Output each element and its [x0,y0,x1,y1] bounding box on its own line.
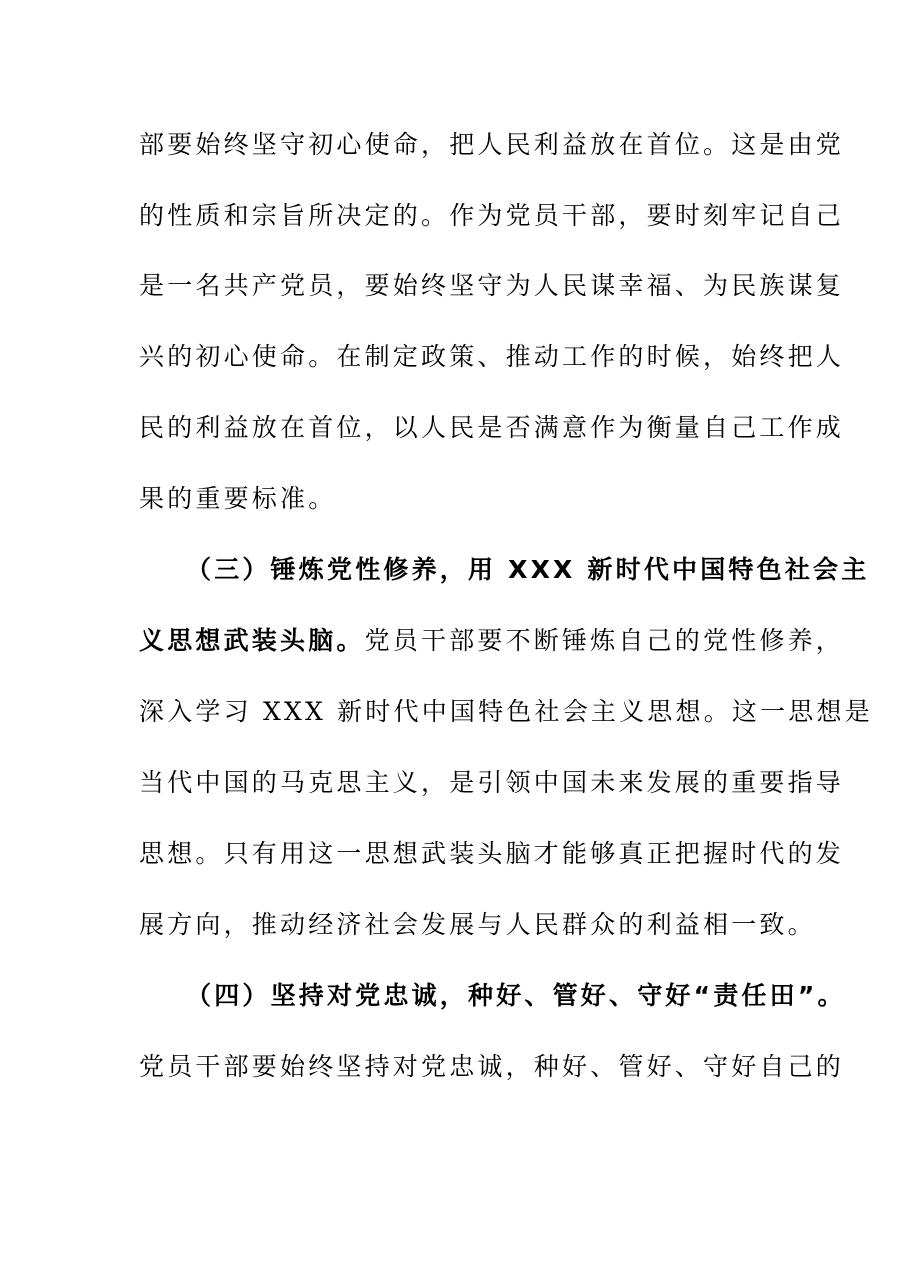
body-line [139,692,873,732]
section-heading-line [186,976,846,1016]
body-text: 是一名共产党员，要始终坚守为人民谋幸福、为民族谋复 [139,271,845,300]
body-text: 思想。只有用这一思想武装头脑才能够真正把握时代的发 [139,839,845,868]
body-text: 部要始终坚守初心使命，把人民利益放在首位。这是由党 [139,130,845,159]
body-line [139,408,845,448]
body-line [139,905,816,945]
body-text: 兴的初心使命。在制定政策、推动工作的时候，始终把人 [139,342,845,371]
section-heading-line [186,550,870,590]
section-heading-3-cont: 义思想武装头脑。 [139,626,365,655]
body-text: 深入学习 XXX 新时代中国特色社会主义思想。这一思想是 [139,697,873,726]
body-text: 的性质和宗旨所决定的。作为党员干部，要时刻牢记自己 [139,201,845,230]
body-text: 民的利益放在首位，以人民是否满意作为衡量自己工作成 [139,413,845,442]
body-line [139,125,845,165]
body-text: 党员干部要始终坚持对党忠诚，种好、管好、守好自己的 [139,1052,845,1081]
body-line [139,266,845,306]
body-text: 果的重要标准。 [139,484,337,513]
body-text: 党员干部要不断锤炼自己的党性修养， [364,626,845,655]
section-heading-4: （四）坚持对党忠诚，种好、管好、守好“责任田”。 [186,981,846,1010]
body-line [139,196,845,236]
body-line [139,337,845,377]
body-text: 展方向，推动经济社会发展与人民群众的利益相一致。 [139,910,816,939]
body-line [139,479,799,519]
body-line [139,834,845,874]
body-text: 当代中国的马克思主义，是引领中国未来发展的重要指导 [139,768,845,797]
body-line [139,621,845,661]
body-line [139,1047,845,1087]
body-line [139,763,845,803]
section-heading-3: （三）锤炼党性修养，用 XXX 新时代中国特色社会主 [186,555,870,584]
